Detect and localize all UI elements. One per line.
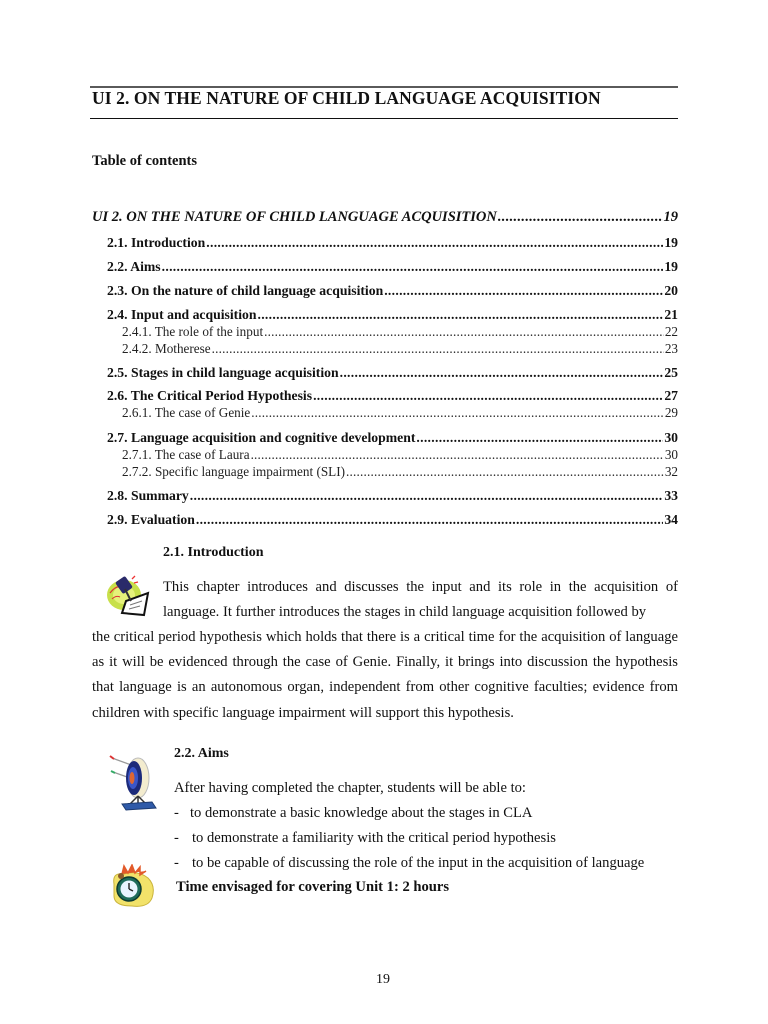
target-arrows-icon [108, 752, 158, 812]
toc-entry-label: 2.7. Language acquisition and cognitive development [107, 430, 416, 445]
bullet-dash: - [174, 805, 179, 821]
title-bottom-rule [90, 118, 678, 119]
pushpin-note-icon [104, 573, 154, 623]
toc-entry-page: 21 [664, 307, 678, 322]
toc-leader-dots [346, 464, 664, 480]
aim-item-text: to demonstrate a basic knowledge about the stages in CLA [190, 805, 533, 821]
toc-entry-label: 2.7.1. The case of Laura [122, 447, 250, 462]
toc-entry-page: 34 [664, 512, 678, 527]
aims-heading: 2.2. Aims [174, 746, 229, 761]
toc-entry-genie[interactable] [122, 405, 678, 421]
toc-entry-label: 2.6. The Critical Period Hypothesis [107, 388, 313, 403]
toc-entry-sli[interactable] [122, 464, 678, 480]
toc-entry-label: 2.9. Evaluation [107, 512, 195, 527]
introduction-paragraph-first: This chapter introduces and discusses the input and its role in the acquisition of language. It further introduces the stages in child language acquisition followed by [163, 579, 678, 621]
toc-entry-page: 33 [664, 488, 678, 503]
toc-entry-role-of-input[interactable] [122, 324, 678, 340]
toc-entry-aims[interactable] [107, 259, 678, 275]
toc-leader-dots [498, 209, 663, 226]
introduction-heading: 2.1. Introduction [163, 545, 264, 560]
toc-leader-dots [206, 235, 663, 251]
toc-leader-dots [384, 283, 663, 299]
toc-entry-label: 2.6.1. The case of Genie [122, 405, 251, 420]
toc-entry-laura[interactable] [122, 447, 678, 463]
toc-entry-page: 27 [664, 388, 678, 403]
toc-entry-label: 2.3. On the nature of child language acquisition [107, 283, 384, 298]
bullet-dash: - [174, 830, 179, 846]
toc-entry-page: 23 [664, 341, 678, 356]
toc-entry-nature[interactable] [107, 283, 678, 299]
aim-item-text: to be capable of discussing the role of the input in the acquisition of language [192, 855, 645, 871]
toc-entry-label: 2.5. Stages in child language acquisition [107, 365, 339, 380]
toc-entry-page: 25 [664, 365, 678, 380]
toc-entry-unit[interactable] [92, 209, 678, 226]
toc-entry-page: 30 [664, 447, 678, 462]
toc-entry-critical-period[interactable] [107, 388, 678, 404]
toc-entry-page: 22 [664, 324, 678, 339]
alarm-clock-icon [108, 864, 158, 910]
toc-entry-evaluation[interactable] [107, 512, 678, 528]
toc-entry-cognitive-development[interactable] [107, 430, 678, 446]
toc-entry-input[interactable] [107, 307, 678, 323]
toc-entry-page: 20 [664, 283, 678, 298]
toc-leader-dots [416, 430, 663, 446]
introduction-paragraph-rest: the critical period hypothesis which holds that there is a critical time for the acquisition of language as it will be evidenced through the case of Genie. Finally, it brings into discussion the hypothesis that language is an autonomous organ, independent from other cognitive faculties; evidence from children with specific language impairment will support this hypothesis. [92, 629, 678, 721]
bullet-dash: - [174, 855, 179, 871]
toc-entry-page: 19 [663, 209, 678, 225]
toc-entry-label: 2.4. Input and acquisition [107, 307, 257, 322]
toc-entry-label: 2.1. Introduction [107, 235, 206, 250]
toc-leader-dots [257, 307, 663, 323]
aim-item [174, 830, 556, 847]
aim-item-text: to demonstrate a familiarity with the critical period hypothesis [192, 830, 556, 846]
toc-entry-page: 19 [664, 235, 678, 250]
toc-leader-dots [190, 488, 664, 504]
toc-leader-dots [212, 341, 664, 357]
toc-entry-page: 30 [664, 430, 678, 445]
toc-entry-summary[interactable] [107, 488, 678, 504]
toc-leader-dots [196, 512, 663, 528]
toc-entry-page: 32 [664, 464, 678, 479]
toc-entry-page: 19 [664, 259, 678, 274]
toc-entry-label: 2.4.1. The role of the input [122, 324, 264, 339]
toc-leader-dots [162, 259, 664, 275]
aims-intro: After having completed the chapter, students will be able to: [174, 780, 526, 796]
toc-leader-dots [313, 388, 663, 404]
page-number: 19 [376, 972, 390, 987]
toc-entry-label: 2.7.2. Specific language impairment (SLI) [122, 464, 346, 479]
toc-entry-introduction[interactable] [107, 235, 678, 251]
toc-entry-label: 2.4.2. Motherese [122, 341, 211, 356]
toc-leader-dots [251, 405, 664, 421]
toc-heading: Table of contents [92, 153, 197, 169]
toc-leader-dots [340, 365, 664, 381]
toc-entry-label: UI 2. ON THE NATURE OF CHILD LANGUAGE ACQUISITION [92, 209, 497, 225]
aim-item [174, 805, 532, 822]
aim-item [174, 855, 644, 872]
toc-entry-page: 29 [664, 405, 678, 420]
toc-entry-stages[interactable] [107, 365, 678, 381]
toc-leader-dots [264, 324, 664, 340]
toc-entry-motherese[interactable] [122, 341, 678, 357]
toc-leader-dots [251, 447, 664, 463]
time-envisaged-note: Time envisaged for covering Unit 1: 2 hours [176, 879, 450, 895]
unit-title: UI 2. ON THE NATURE OF CHILD LANGUAGE ACQUISITION [92, 88, 601, 108]
toc-entry-label: 2.2. Aims [107, 259, 161, 274]
toc-entry-label: 2.8. Summary [107, 488, 189, 503]
